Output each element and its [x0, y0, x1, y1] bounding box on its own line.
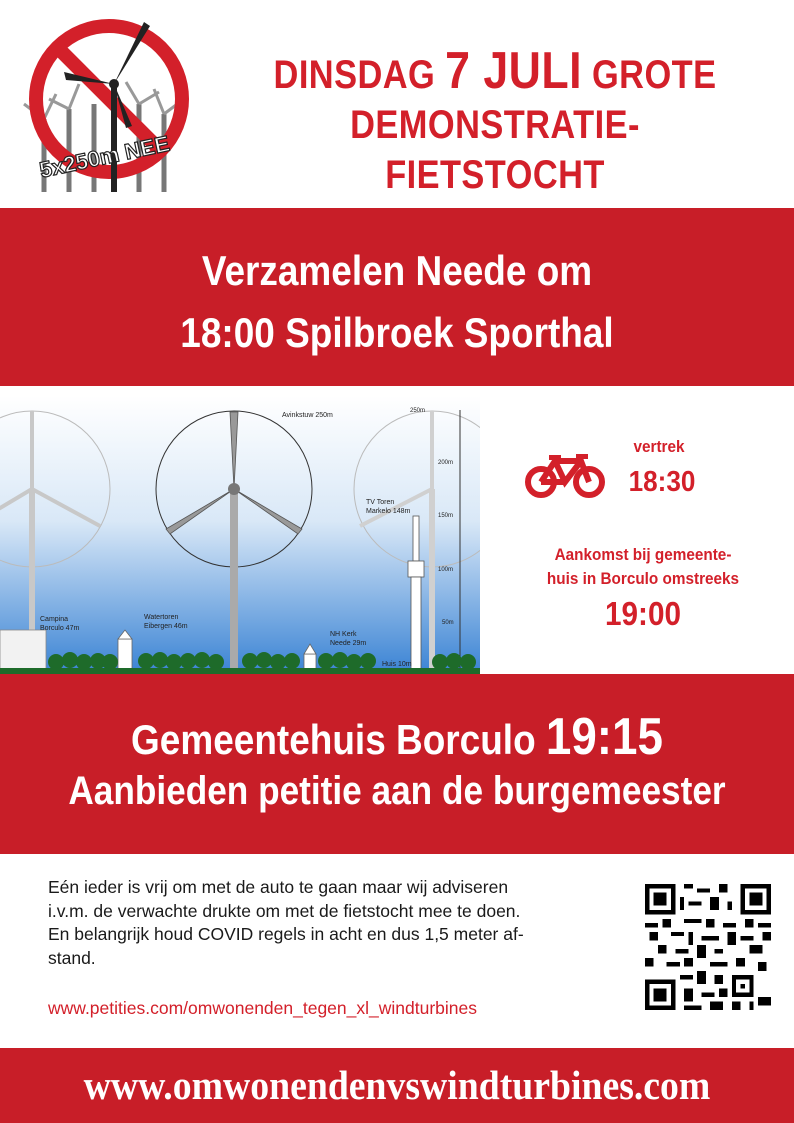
label-water1: Watertoren [144, 614, 179, 621]
title-grote: GROTE [591, 53, 717, 97]
qr-code-icon[interactable] [645, 884, 771, 1010]
gathering-line1: Verzamelen Neede om [201, 247, 593, 294]
arrival-time: 19:00 [605, 595, 681, 632]
label-kerk1: NH Kerk [330, 631, 357, 638]
arrival-line2: huis in Borculo omstreeks [546, 569, 740, 588]
event-time: 19:15 [545, 708, 663, 766]
label-campina2: Borculo 47m [40, 625, 80, 632]
label-tv1: TV Toren [366, 499, 395, 506]
title-day: DINSDAG [273, 53, 436, 97]
scale-50: 50m [442, 620, 454, 626]
gathering-banner [0, 208, 794, 386]
label-kerk2: Neede 29m [330, 640, 367, 647]
petition-link[interactable]: www.petities.com/omwonenden_tegen_xl_windturbines [48, 998, 477, 1018]
scale-150: 150m [438, 513, 454, 519]
label-huis: Huis 10m [382, 661, 412, 668]
departure-label: vertrek [633, 437, 685, 456]
footer-banner [0, 1048, 794, 1123]
departure-time: 18:30 [628, 466, 696, 498]
event-banner [0, 674, 794, 854]
arrival-line1: Aankomst bij gemeente- [554, 545, 732, 564]
event-line1 [48, 674, 747, 767]
event-line2: Aanbieden petitie aan de burgemeester [68, 769, 726, 813]
info-paragraph [48, 876, 608, 970]
bicycle-icon [524, 452, 606, 500]
info-line4: stand. [48, 947, 96, 968]
title-line2: DEMONSTRATIE-FIETSTOCHT [350, 103, 640, 197]
scale-100: 100m [438, 567, 454, 573]
arrival-text [523, 543, 762, 591]
turbine-height-comparison-illustration [0, 396, 480, 674]
scale-250: 250m [410, 408, 426, 414]
info-line3: En belangrijk houd COVID regels in acht en dus 1,5 meter af- [48, 924, 524, 944]
info-line1: Eén ieder is vrij om met de auto te gaan maar wij adviseren [48, 877, 509, 897]
logo-text: 5x250m NEE [37, 130, 172, 183]
label-water2: Eibergen 46m [144, 623, 188, 630]
event-location: Gemeentehuis Borculo [131, 716, 536, 763]
info-line2: i.v.m. de verwachte drukte om met de fietstocht mee te doen. [48, 900, 521, 921]
scale-200: 200m [438, 460, 454, 466]
event-title [259, 42, 732, 200]
gathering-line2: 18:00 Spilbroek Sporthal [180, 309, 614, 356]
label-tv2: Markelo 148m [366, 508, 411, 515]
no-wind-turbines-logo [14, 14, 196, 194]
footer-url-link[interactable]: www.omwonendenvswindturbines.com [83, 1062, 711, 1108]
title-date: 7 JULI [445, 42, 582, 100]
label-avinkstuw: Avinkstuw 250m [282, 412, 333, 419]
label-campina1: Campina [40, 616, 69, 623]
